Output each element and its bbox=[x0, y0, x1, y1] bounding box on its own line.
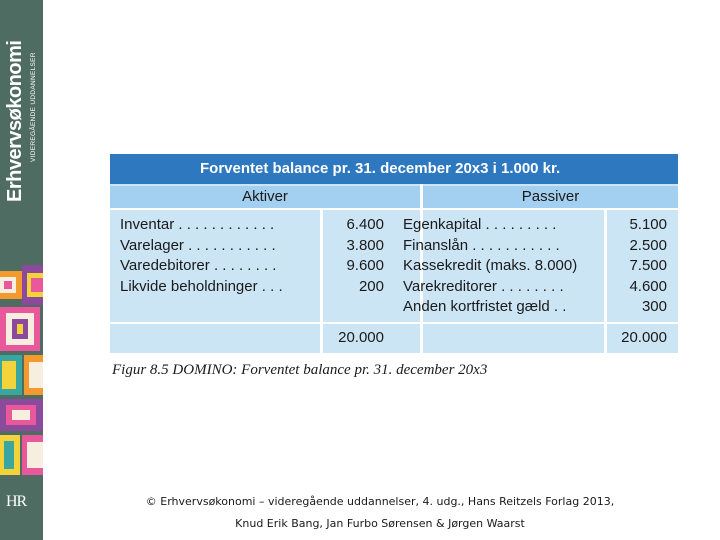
sidebar bbox=[0, 0, 43, 540]
liability-value: 4.600 bbox=[629, 277, 667, 295]
brand-name: Erhvervsøkonomi bbox=[4, 40, 26, 202]
asset-label: Varedebitorer . . . . . . . . bbox=[120, 257, 277, 274]
liability-row bbox=[403, 277, 667, 298]
liability-value: 2.500 bbox=[629, 236, 667, 254]
liability-row bbox=[403, 215, 667, 236]
asset-value: 9.600 bbox=[346, 257, 384, 274]
asset-value: 200 bbox=[358, 277, 384, 295]
publisher-logo: HR bbox=[6, 493, 27, 510]
asset-label: Inventar . . . . . . . . . . . . bbox=[120, 216, 275, 233]
footer bbox=[100, 491, 660, 535]
liability-row bbox=[403, 236, 667, 257]
assets-header: Aktiver bbox=[110, 186, 420, 208]
liability-label: Varekreditorer . . . . . . . . bbox=[403, 277, 564, 295]
liability-label: Anden kortfristet gæld . . bbox=[403, 298, 567, 315]
brand-logo bbox=[3, 40, 41, 202]
asset-label: Varelager . . . . . . . . . . . bbox=[120, 236, 276, 254]
liability-label: Kassekredit (maks. 8.000) bbox=[403, 257, 578, 274]
liability-value: 7.500 bbox=[629, 257, 667, 274]
asset-value: 6.400 bbox=[346, 216, 384, 233]
liabilities-total-cell bbox=[610, 328, 667, 349]
liability-label: Egenkapital . . . . . . . . . bbox=[403, 216, 557, 233]
grid-line bbox=[110, 322, 678, 324]
assets-list bbox=[120, 215, 384, 297]
liability-value: 5.100 bbox=[629, 216, 667, 233]
asset-label: Likvide beholdninger . . . bbox=[120, 277, 283, 295]
brand-subtitle: VIDEREGÅENDE UDDANNELSER bbox=[30, 52, 37, 162]
assets-total: 20.000 bbox=[338, 329, 384, 346]
balance-title: Forventet balance pr. 31. december 20x3 i 1.000 kr. bbox=[110, 154, 678, 184]
liabilities-header: Passiver bbox=[423, 186, 678, 208]
asset-row bbox=[120, 277, 384, 298]
liability-row bbox=[403, 256, 667, 277]
balance-sheet bbox=[110, 154, 678, 353]
asset-row bbox=[120, 236, 384, 257]
grid-line bbox=[110, 208, 678, 210]
asset-value: 3.800 bbox=[346, 236, 384, 254]
liability-row bbox=[403, 297, 667, 318]
liability-label: Finanslån . . . . . . . . . . . bbox=[403, 236, 560, 254]
figure-caption: Figur 8.5 DOMINO: Forventet balance pr. 31. december 20x3 bbox=[112, 362, 488, 378]
footer-line-2: Knud Erik Bang, Jan Furbo Sørensen & Jørgen Waarst bbox=[235, 517, 525, 530]
assets-total-cell bbox=[326, 328, 384, 349]
liabilities-list bbox=[403, 215, 667, 318]
decorative-pattern bbox=[0, 265, 43, 475]
asset-row bbox=[120, 215, 384, 236]
liability-value: 300 bbox=[641, 298, 667, 315]
asset-row bbox=[120, 256, 384, 277]
footer-line-1: © Erhvervsøkonomi – videregående uddannelser, 4. udg., Hans Reitzels Forlag 2013, bbox=[145, 495, 615, 508]
liabilities-total: 20.000 bbox=[621, 329, 667, 346]
